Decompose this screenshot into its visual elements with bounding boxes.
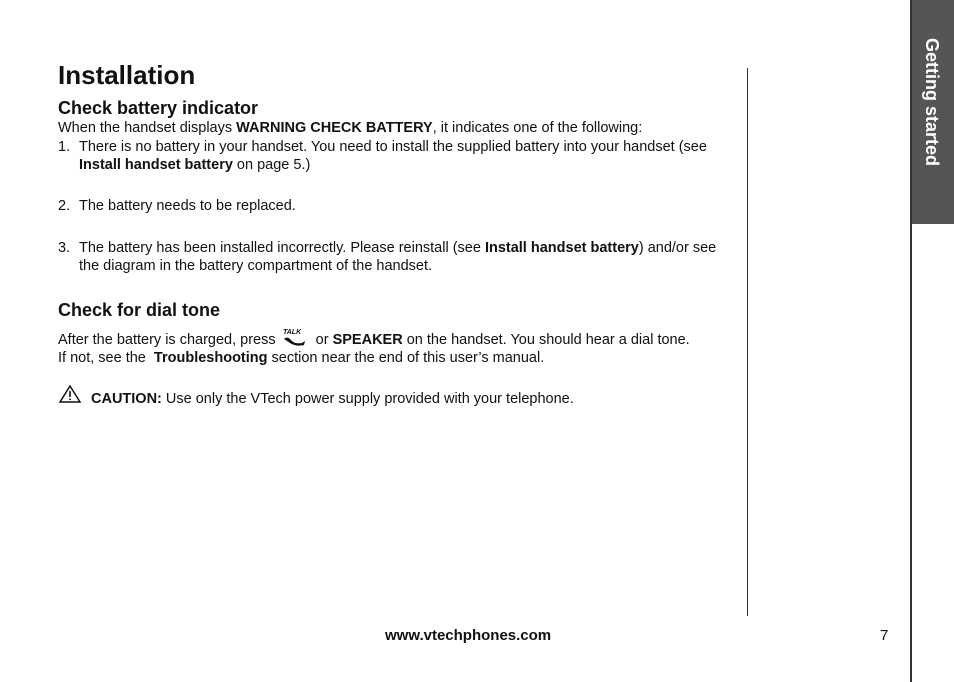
list-item-text-pre: There is no battery in your handset. You need to install the supplied battery into your handset (see [79,139,707,155]
list-item-text-post: ) and/or see the diagram in the battery compartment of the handset. [79,240,717,274]
dialtone-text-4: If not, see the [58,350,154,366]
caution-text: Use only the VTech power supply provided with your telephone. [161,391,574,407]
section-tab-label: Getting started [922,38,942,167]
dialtone-heading: Check for dial tone [58,300,221,320]
list-item-number: 3. [58,240,71,256]
page-title: Installation [58,60,196,90]
dialtone-text-5: section near the end of this user’s manual. [267,350,545,366]
footer-url: www.vtechphones.com [385,627,552,644]
battery-intro-post: , it indicates one of the following: [432,120,643,136]
battery-heading: Check battery indicator [58,98,259,118]
troubleshooting-ref: Troubleshooting [153,350,268,366]
list-item-text-pre: The battery has been installed incorrectly. Please reinstall (see [79,240,485,256]
battery-intro-bold: WARNING CHECK BATTERY [236,120,433,136]
caution-note [58,384,574,408]
caution-label: CAUTION: [91,391,162,407]
list-item-number: 1. [58,139,71,155]
list-item [58,138,738,174]
page-number: 7 [880,627,889,644]
list-item-text [79,239,738,275]
warning-icon [58,384,82,404]
list-item-link-ref: Install handset battery [79,157,233,173]
list-item-link-ref: Install handset battery [484,240,639,256]
list-item-text-post: on page 5.) [232,157,311,173]
list-item [58,197,738,215]
column-divider [747,68,748,616]
talk-icon-label: TALK [282,329,301,336]
dialtone-text-3: on the handset. You should hear a dial tone. [402,332,690,348]
list-item-number: 2. [58,198,71,214]
dialtone-text-1: After the battery is charged, press [58,332,280,348]
list-item-text-pre: The battery needs to be replaced. [79,198,296,214]
speaker-key-label: SPEAKER [332,332,403,348]
list-item-text [79,138,738,174]
page-edge-rule [910,0,912,682]
dialtone-paragraph [58,327,738,367]
talk-icon [282,327,308,347]
list-item-text [79,197,738,215]
list-item [58,239,738,275]
dialtone-text-2: or [311,332,333,348]
battery-intro-pre: When the handset displays [58,120,237,136]
battery-intro [58,119,738,137]
